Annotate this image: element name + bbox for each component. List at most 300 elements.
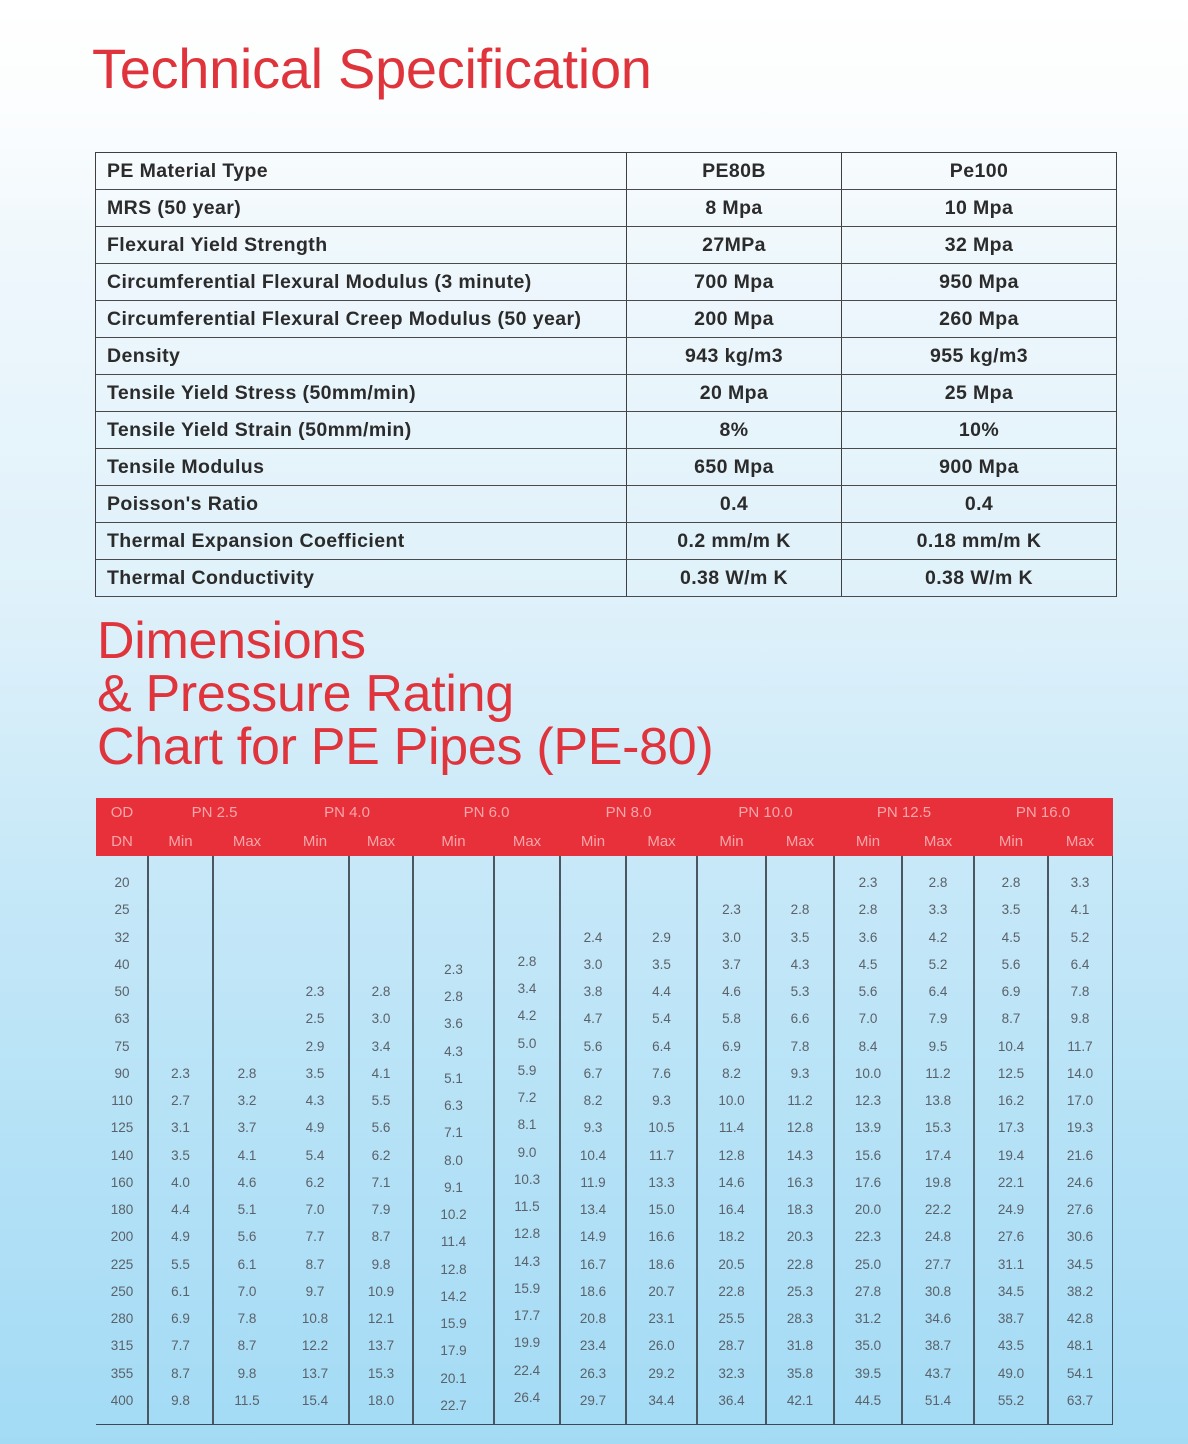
min-wall-cell: 20.1	[440, 1370, 467, 1386]
min-wall-cell: 9.8	[171, 1392, 190, 1408]
technical-specification-heading: Technical Specification	[92, 37, 652, 100]
min-wall-cell	[560, 869, 626, 896]
pe80b-value: 700 Mpa	[627, 264, 842, 300]
spec-table-row	[96, 227, 1116, 264]
table-row	[96, 1387, 1112, 1414]
pe80b-value: 8 Mpa	[627, 190, 842, 226]
min-header: Min	[998, 833, 1024, 850]
min-wall-cell: 8.7	[171, 1365, 190, 1381]
min-wall-cell: 11.4	[718, 1120, 745, 1136]
dimensions-heading-line-2: & Pressure Rating	[97, 665, 514, 723]
max-wall-cell	[349, 951, 413, 978]
max-wall-cell: 11.5	[234, 1392, 260, 1408]
min-wall-cell: 9.7	[305, 1283, 325, 1299]
table-row	[96, 869, 1112, 896]
min-wall-cell: 4.5	[1001, 929, 1021, 945]
max-wall-cell: 16.6	[648, 1229, 675, 1245]
spec-table-row	[96, 375, 1116, 412]
min-wall-cell: 3.1	[171, 1120, 190, 1136]
max-wall-cell: 38.7	[924, 1338, 952, 1354]
pe80b-value: 200 Mpa	[627, 301, 842, 337]
table-row	[96, 1223, 1112, 1250]
max-wall-cell: 18.6	[648, 1256, 675, 1272]
max-wall-cell: 26.0	[648, 1338, 675, 1354]
max-wall-cell: 27.6	[1066, 1202, 1094, 1217]
min-wall-cell: 3.0	[583, 956, 603, 972]
property-cell: Density	[96, 338, 627, 374]
min-wall-cell: 18.6	[579, 1283, 607, 1299]
pe80b-value: 0.2 mm/m K	[627, 523, 842, 559]
min-wall-cell: 4.7	[583, 1011, 603, 1027]
pe80b-value: 8%	[627, 412, 842, 448]
max-wall-cell	[494, 921, 560, 948]
max-wall-cell: 4.6	[237, 1174, 257, 1190]
max-wall-cell	[766, 869, 834, 896]
min-wall-cell: 7.7	[305, 1229, 325, 1245]
max-wall-cell: 8.7	[371, 1229, 391, 1245]
table-row	[96, 1142, 1112, 1169]
min-wall-cell: 12.3	[854, 1093, 882, 1108]
pressure-rating-table-body	[96, 856, 1113, 1425]
max-wall-cell: 9.5	[928, 1038, 948, 1054]
max-wall-cell: 11.2	[925, 1065, 951, 1081]
max-wall-cell: 34.6	[924, 1311, 952, 1326]
max-wall-cell: 17.0	[1066, 1093, 1094, 1108]
max-wall-cell: 5.0	[517, 1035, 537, 1051]
min-wall-cell: 6.2	[305, 1174, 325, 1190]
dn-cell: 40	[114, 956, 130, 972]
max-wall-cell: 3.5	[652, 956, 671, 972]
max-wall-cell: 15.3	[367, 1365, 395, 1381]
max-wall-cell: 5.2	[1070, 929, 1090, 945]
table-row	[96, 1005, 1112, 1032]
table-row	[96, 1332, 1112, 1359]
max-wall-cell: 38.2	[1066, 1283, 1094, 1299]
min-wall-cell	[281, 951, 349, 978]
max-wall-cell: 15.3	[924, 1120, 952, 1136]
max-header: Max	[647, 833, 676, 850]
pn-group-header: PN 6.0	[463, 804, 510, 821]
min-wall-cell: 32.3	[718, 1365, 745, 1381]
max-wall-cell: 14.3	[513, 1253, 541, 1269]
max-wall-cell: 43.7	[924, 1365, 952, 1381]
min-wall-cell: 4.3	[444, 1043, 463, 1059]
pressure-rating-table	[96, 798, 1113, 1425]
min-wall-cell	[148, 1005, 213, 1032]
min-wall-cell: 5.1	[444, 1070, 463, 1086]
pe100-value: 10%	[958, 418, 1000, 441]
max-wall-cell: 10.3	[513, 1171, 541, 1187]
min-header: Min	[855, 833, 881, 850]
min-wall-cell: 12.5	[997, 1065, 1025, 1081]
property-cell: Thermal Expansion Coefficient	[96, 523, 627, 559]
min-wall-cell: 9.3	[583, 1120, 603, 1136]
max-wall-cell: 3.3	[928, 902, 948, 918]
spec-table-row	[96, 486, 1116, 523]
max-wall-cell: 2.8	[371, 984, 391, 999]
table-row	[96, 1196, 1112, 1223]
max-wall-cell: 7.1	[371, 1174, 391, 1190]
max-wall-cell: 9.3	[652, 1093, 671, 1108]
max-wall-cell: 30.6	[1066, 1229, 1094, 1245]
pe100-value: 0.4	[964, 492, 994, 515]
min-wall-cell: 2.3	[305, 984, 325, 999]
min-wall-cell: 17.6	[854, 1174, 882, 1190]
min-wall-cell: 22.1	[997, 1174, 1025, 1190]
table-row	[96, 951, 1112, 978]
max-wall-cell: 13.7	[367, 1338, 395, 1354]
min-header: Min	[441, 833, 466, 850]
min-wall-cell: 2.3	[722, 902, 741, 918]
min-wall-cell: 8.2	[583, 1093, 603, 1108]
min-wall-cell: 3.0	[722, 929, 741, 945]
min-wall-cell: 34.5	[997, 1283, 1025, 1299]
max-wall-cell: 10.9	[367, 1283, 395, 1299]
min-wall-cell: 4.5	[858, 956, 878, 972]
table-row	[96, 978, 1112, 1005]
max-wall-cell: 5.5	[371, 1093, 391, 1108]
max-wall-cell: 22.4	[513, 1362, 541, 1378]
min-wall-cell: 17.3	[997, 1120, 1025, 1136]
max-wall-cell: 3.4	[371, 1038, 391, 1054]
min-wall-cell: 13.4	[579, 1202, 607, 1217]
max-wall-cell	[626, 869, 697, 896]
dn-cell: 315	[110, 1338, 134, 1354]
max-wall-cell: 54.1	[1066, 1365, 1094, 1381]
min-wall-cell: 25.5	[718, 1311, 745, 1326]
min-wall-cell: 3.8	[583, 984, 603, 999]
max-wall-cell: 10.5	[648, 1120, 675, 1136]
max-header: Max	[1065, 833, 1095, 850]
max-wall-cell: 5.1	[237, 1202, 257, 1217]
technical-specification-table	[95, 152, 1117, 597]
min-header: Min	[168, 833, 193, 850]
dn-cell: 75	[114, 1038, 130, 1054]
pe100-value: 955 kg/m3	[930, 344, 1028, 367]
max-wall-cell: 3.3	[1070, 875, 1090, 890]
table-row	[96, 1087, 1112, 1114]
max-wall-cell	[213, 924, 281, 951]
min-wall-cell: 28.7	[718, 1338, 745, 1354]
min-wall-cell: 7.0	[858, 1011, 878, 1027]
min-wall-cell	[281, 896, 349, 923]
dimensions-heading-line-1: Dimensions	[97, 612, 366, 670]
spec-table-row	[96, 560, 1116, 597]
max-wall-cell: 35.8	[786, 1365, 814, 1381]
min-wall-cell: 6.7	[583, 1065, 603, 1081]
min-wall-cell: 43.5	[997, 1338, 1025, 1354]
pe80b-value: 0.4	[627, 486, 842, 522]
pe80b-value: 27MPa	[627, 227, 842, 263]
min-wall-cell	[281, 869, 349, 896]
max-wall-cell: 27.7	[924, 1256, 952, 1272]
max-wall-cell: 7.9	[371, 1202, 391, 1217]
dn-cell: 250	[110, 1283, 134, 1299]
max-wall-cell: 5.2	[928, 956, 948, 972]
max-wall-cell	[349, 869, 413, 896]
max-wall-cell: 34.4	[648, 1392, 675, 1408]
max-wall-cell	[494, 866, 560, 893]
min-wall-cell: 4.0	[171, 1174, 190, 1190]
max-wall-cell: 12.1	[367, 1311, 395, 1326]
dn-cell: 125	[110, 1120, 134, 1136]
max-wall-cell: 19.3	[1066, 1120, 1094, 1136]
min-wall-cell: 6.1	[171, 1283, 190, 1299]
property-cell: Poisson's Ratio	[96, 486, 627, 522]
max-wall-cell: 18.0	[367, 1392, 395, 1408]
max-wall-cell: 11.2	[787, 1093, 813, 1108]
pn-group-header: PN 10.0	[738, 804, 793, 821]
max-wall-cell: 5.9	[517, 1062, 537, 1078]
property-cell: MRS (50 year)	[96, 190, 627, 226]
min-wall-cell: 5.8	[722, 1011, 741, 1027]
max-wall-cell: 24.6	[1066, 1174, 1094, 1190]
max-wall-cell: 17.4	[924, 1147, 952, 1163]
max-wall-cell: 11.5	[514, 1199, 540, 1214]
dn-cell: 355	[110, 1365, 134, 1381]
min-wall-cell: 2.9	[305, 1038, 325, 1054]
max-wall-cell: 48.1	[1066, 1338, 1094, 1354]
min-wall-cell: 13.9	[854, 1120, 882, 1136]
min-wall-cell: 55.2	[997, 1392, 1025, 1408]
max-wall-cell: 31.8	[786, 1338, 814, 1354]
table-row	[96, 1060, 1112, 1087]
min-wall-cell: 10.4	[997, 1038, 1025, 1054]
min-wall-cell: 3.6	[858, 929, 878, 945]
max-wall-cell: 15.0	[648, 1202, 675, 1217]
min-wall-cell: 6.9	[722, 1038, 741, 1054]
max-wall-cell: 42.1	[786, 1392, 814, 1408]
table-row	[96, 1251, 1112, 1278]
dn-cell: 25	[114, 902, 130, 918]
dn-cell: 90	[114, 1065, 130, 1081]
min-wall-cell: 4.3	[305, 1093, 325, 1108]
min-wall-cell: 4.9	[171, 1229, 190, 1245]
max-wall-cell: 12.8	[786, 1120, 814, 1136]
property-cell: Tensile Yield Stress (50mm/min)	[96, 375, 627, 411]
max-wall-cell: 4.4	[652, 984, 671, 999]
max-wall-cell: 2.8	[790, 902, 810, 918]
max-wall-cell: 3.4	[517, 981, 537, 996]
min-wall-cell: 20.8	[579, 1311, 607, 1326]
min-wall-cell: 6.3	[444, 1098, 463, 1113]
min-wall-cell: 9.1	[444, 1179, 463, 1195]
min-wall-cell: 3.5	[171, 1147, 190, 1163]
min-wall-cell: 17.9	[440, 1343, 467, 1359]
min-wall-cell: 15.4	[301, 1392, 329, 1408]
min-wall-cell: 2.8	[858, 902, 878, 918]
max-wall-cell: 7.8	[237, 1311, 257, 1326]
dn-cell: 110	[111, 1093, 133, 1108]
min-wall-cell: 23.4	[579, 1338, 607, 1354]
max-wall-cell: 21.6	[1066, 1147, 1094, 1163]
table-row	[96, 924, 1112, 951]
spec-table-row	[96, 338, 1116, 375]
pe100-value: 32 Mpa	[944, 233, 1014, 256]
max-wall-cell: 63.7	[1066, 1392, 1094, 1408]
pe100-value: 950 Mpa	[939, 270, 1019, 293]
min-wall-cell: 25.0	[854, 1256, 882, 1272]
min-wall-cell: 20.5	[718, 1256, 745, 1272]
table-row	[96, 1169, 1112, 1196]
max-wall-cell: 7.9	[928, 1011, 948, 1027]
spec-table-row	[96, 301, 1116, 338]
pn-group-header: PN 16.0	[1015, 804, 1071, 821]
max-wall-cell: 3.0	[371, 1011, 391, 1027]
max-wall-cell	[213, 896, 281, 923]
min-wall-cell: 31.1	[997, 1256, 1025, 1272]
property-cell: Tensile Yield Strain (50mm/min)	[96, 412, 627, 448]
spec-table-row	[96, 264, 1116, 301]
max-wall-cell: 9.8	[371, 1256, 391, 1272]
min-wall-cell: 12.8	[440, 1261, 467, 1277]
min-wall-cell	[148, 869, 213, 896]
dn-cell: 32	[114, 929, 130, 945]
max-wall-cell: 23.1	[648, 1311, 675, 1326]
pn-group-header: PN 4.0	[324, 804, 370, 821]
min-wall-cell: 10.2	[440, 1207, 467, 1222]
min-wall-cell: 6.9	[1001, 984, 1021, 999]
max-wall-cell: 4.1	[1070, 902, 1090, 918]
dn-cell: 280	[110, 1311, 134, 1326]
min-wall-cell: 29.7	[579, 1392, 607, 1408]
pe100-value: 0.38 W/m K	[924, 566, 1034, 589]
property-cell: Circumferential Flexural Creep Modulus (50 year)	[96, 301, 627, 337]
max-wall-cell: 7.6	[652, 1065, 671, 1081]
max-wall-cell: 34.5	[1066, 1256, 1094, 1272]
max-wall-cell: 51.4	[924, 1392, 952, 1408]
table-row	[96, 1033, 1112, 1060]
pe80b-value: 650 Mpa	[627, 449, 842, 485]
min-wall-cell	[148, 924, 213, 951]
max-wall-cell	[494, 893, 560, 920]
min-wall-cell: 2.8	[444, 989, 463, 1004]
min-wall-cell: 16.7	[579, 1256, 607, 1272]
max-wall-cell	[349, 896, 413, 923]
dn-cell: 400	[110, 1392, 134, 1408]
max-wall-cell: 7.0	[237, 1283, 257, 1299]
min-wall-cell	[281, 924, 349, 951]
table-row	[96, 1114, 1112, 1141]
max-wall-cell: 26.4	[513, 1389, 541, 1405]
max-wall-cell: 20.3	[786, 1229, 814, 1245]
min-wall-cell: 2.5	[305, 1011, 325, 1027]
max-wall-cell: 3.2	[237, 1093, 257, 1108]
dn-cell: 200	[110, 1229, 134, 1245]
max-wall-cell: 12.8	[513, 1226, 541, 1242]
max-wall-cell: 6.4	[1070, 956, 1090, 972]
max-wall-cell: 28.3	[786, 1311, 814, 1326]
min-header: Min	[302, 833, 328, 850]
min-wall-cell: 7.0	[305, 1202, 325, 1217]
max-wall-cell: 4.1	[371, 1065, 391, 1081]
spec-table-row	[96, 412, 1116, 449]
table-row	[96, 1305, 1112, 1332]
max-wall-cell	[213, 1033, 281, 1060]
min-wall-cell: 10.8	[301, 1311, 329, 1326]
property-cell: Circumferential Flexural Modulus (3 minute)	[96, 264, 627, 300]
min-wall-cell: 8.7	[1001, 1011, 1021, 1027]
min-wall-cell: 38.7	[997, 1311, 1025, 1326]
min-wall-cell: 22.8	[718, 1283, 745, 1299]
min-wall-cell: 27.6	[997, 1229, 1025, 1245]
dn-cell: 20	[114, 875, 130, 890]
table-row	[96, 1360, 1112, 1387]
max-wall-cell: 7.8	[1070, 984, 1090, 999]
max-wall-cell: 20.7	[648, 1283, 675, 1299]
min-wall-cell: 5.6	[1001, 956, 1021, 972]
max-wall-cell: 14.3	[786, 1147, 814, 1163]
max-header: Max	[785, 833, 815, 850]
min-wall-cell	[148, 896, 213, 923]
pe100-value: Pe100	[949, 159, 1009, 182]
min-wall-cell: 14.9	[579, 1229, 607, 1245]
min-wall-cell: 5.6	[583, 1038, 603, 1054]
max-wall-cell: 15.9	[513, 1280, 541, 1296]
dn-cell: 140	[110, 1147, 134, 1163]
max-wall-cell: 6.1	[237, 1256, 257, 1272]
min-wall-cell: 5.5	[171, 1256, 190, 1272]
max-wall-cell: 14.0	[1066, 1065, 1094, 1081]
property-cell: Flexural Yield Strength	[96, 227, 627, 263]
min-wall-cell: 26.3	[579, 1365, 607, 1381]
max-wall-cell: 3.5	[790, 929, 810, 945]
max-wall-cell: 3.7	[237, 1120, 257, 1136]
max-wall-cell	[213, 951, 281, 978]
pe100-value: 0.18 mm/m K	[916, 529, 1042, 552]
max-header: Max	[512, 833, 542, 850]
max-wall-cell	[626, 896, 697, 923]
pn-group-header: PN 8.0	[605, 804, 652, 821]
min-wall-cell	[560, 896, 626, 923]
min-wall-cell: 2.3	[444, 961, 463, 977]
min-wall-cell: 15.6	[854, 1147, 882, 1163]
max-wall-cell: 9.3	[790, 1065, 810, 1081]
min-wall-cell: 3.6	[444, 1016, 463, 1032]
table-row	[96, 1278, 1112, 1305]
max-wall-cell: 8.1	[517, 1117, 537, 1133]
min-wall-cell: 11.4	[440, 1234, 467, 1250]
max-wall-cell: 7.2	[517, 1090, 537, 1105]
min-wall-cell: 10.0	[718, 1093, 745, 1108]
pe80b-value: 943 kg/m3	[627, 338, 842, 374]
min-wall-cell: 27.8	[854, 1283, 882, 1299]
max-wall-cell: 11.7	[1067, 1038, 1093, 1054]
min-wall-cell: 19.4	[997, 1147, 1025, 1163]
max-wall-cell: 19.8	[924, 1174, 952, 1190]
pn-group-header: PN 12.5	[876, 804, 932, 821]
max-wall-cell: 42.8	[1066, 1311, 1094, 1326]
max-wall-cell	[213, 1005, 281, 1032]
pressure-rating-table-header	[96, 798, 1113, 856]
pn-group-header: PN 2.5	[191, 804, 238, 821]
min-wall-cell: 8.4	[858, 1038, 878, 1054]
pe100-value: 25 Mpa	[944, 381, 1014, 404]
max-wall-cell: 24.8	[924, 1229, 952, 1245]
spec-table-header-row	[96, 153, 1116, 190]
min-wall-cell: 6.9	[171, 1311, 190, 1326]
max-wall-cell: 6.4	[652, 1038, 671, 1054]
min-wall-cell: 36.4	[718, 1392, 745, 1408]
min-wall-cell: 2.8	[1001, 875, 1021, 890]
max-wall-cell: 2.8	[237, 1065, 257, 1081]
max-wall-cell: 29.2	[648, 1365, 675, 1381]
property-cell: Thermal Conductivity	[96, 560, 627, 596]
min-wall-cell: 2.3	[171, 1065, 190, 1081]
max-wall-cell: 25.3	[786, 1283, 814, 1299]
dn-cell: 50	[114, 984, 130, 999]
pe80b-value: 20 Mpa	[627, 375, 842, 411]
